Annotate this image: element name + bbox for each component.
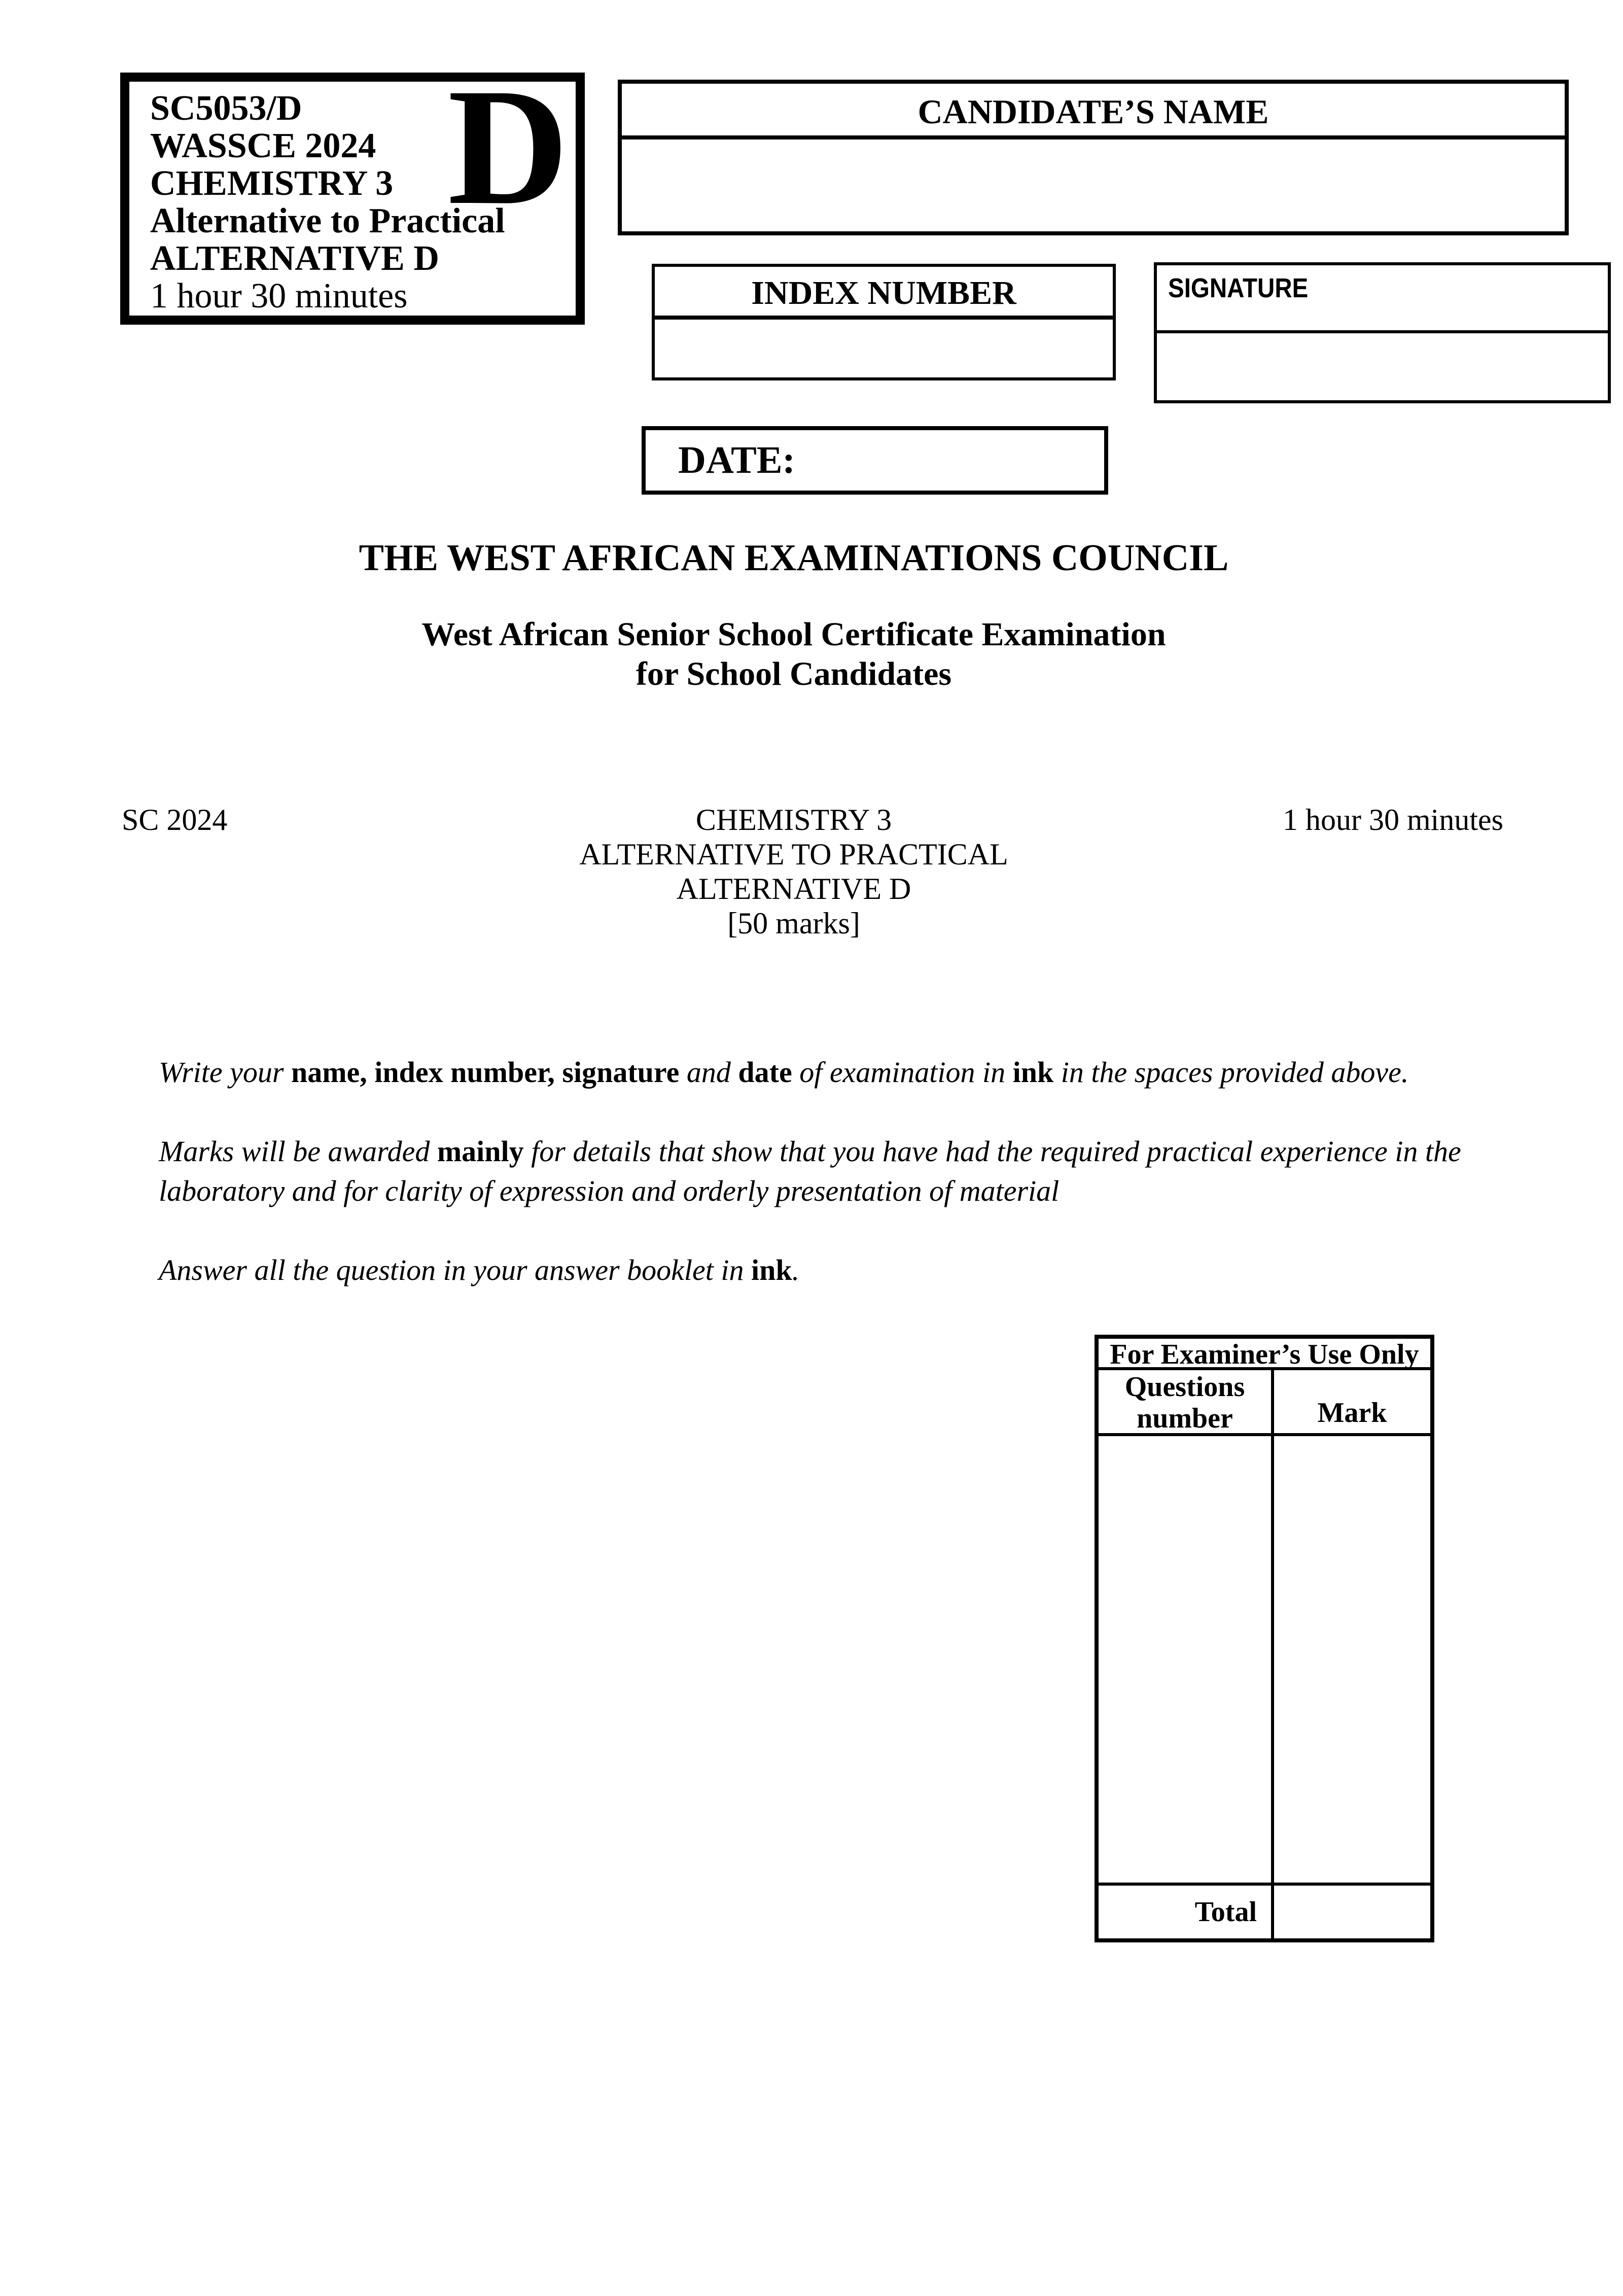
mark-cell[interactable] <box>1274 1436 1430 1883</box>
questions-number-header: Questions number <box>1099 1370 1274 1436</box>
alternative-label: ALTERNATIVE D <box>150 239 439 278</box>
subject-name: CHEMISTRY 3 <box>695 803 892 837</box>
exam-heading-line1: West African Senior School Certificate Examination <box>421 616 1166 653</box>
subject-alternative: ALTERNATIVE D <box>676 872 911 906</box>
instructions <box>159 1053 1477 1330</box>
total-label: Total <box>1099 1883 1274 1938</box>
duration-label: 1 hour 30 minutes <box>150 276 408 316</box>
date-field[interactable] <box>795 430 1104 491</box>
mark-header: Mark <box>1274 1370 1430 1436</box>
alternative-letter-badge: D <box>447 54 569 239</box>
examiner-table-title: For Examiner’s Use Only <box>1099 1339 1430 1370</box>
subject-title: CHEMISTRY 3 <box>150 164 394 203</box>
total-marks: [50 marks] <box>727 907 860 940</box>
instruction-write-details: Write your name, index number, signature and date of examination in ink in the spaces provided above. <box>159 1056 1409 1089</box>
council-heading: THE WEST AFRICAN EXAMINATIONS COUNCIL <box>359 537 1229 579</box>
exam-session: WASSCE 2024 <box>150 126 376 165</box>
session-code: SC 2024 <box>122 803 228 837</box>
signature-label: SIGNATURE <box>1168 273 1309 303</box>
duration: 1 hour 30 minutes <box>1283 803 1503 837</box>
exam-heading <box>0 615 1587 694</box>
examiner-table <box>1095 1335 1434 1942</box>
subject-paper-type: ALTERNATIVE TO PRACTICAL <box>579 838 1008 871</box>
total-mark-cell[interactable] <box>1274 1883 1430 1938</box>
index-number-label: INDEX NUMBER <box>655 267 1113 320</box>
exam-heading-line2: for School Candidates <box>636 655 952 692</box>
date-box <box>642 426 1108 495</box>
candidate-name-label: CANDIDATE’S NAME <box>622 84 1565 140</box>
instruction-answer: Answer all the question in your answer booklet in ink. <box>159 1254 800 1286</box>
paper-code: SC5053/D <box>150 89 302 128</box>
signature-box <box>1154 262 1611 403</box>
exam-code-box <box>120 54 585 325</box>
instruction-marking: Marks will be awarded mainly for details that show that you have had the required practical experience in the laboratory and for clarity of expression and orderly presentation of material <box>159 1135 1461 1207</box>
signature-label-row <box>1157 265 1608 333</box>
candidate-name-box <box>618 80 1569 235</box>
date-label: DATE: <box>678 439 795 481</box>
signature-field[interactable] <box>1157 333 1608 396</box>
index-number-field[interactable] <box>655 320 1113 373</box>
candidate-name-field[interactable] <box>622 140 1565 231</box>
index-number-box <box>652 264 1116 380</box>
paper-type: Alternative to Practical <box>150 201 505 240</box>
questions-number-cell[interactable] <box>1099 1436 1274 1883</box>
